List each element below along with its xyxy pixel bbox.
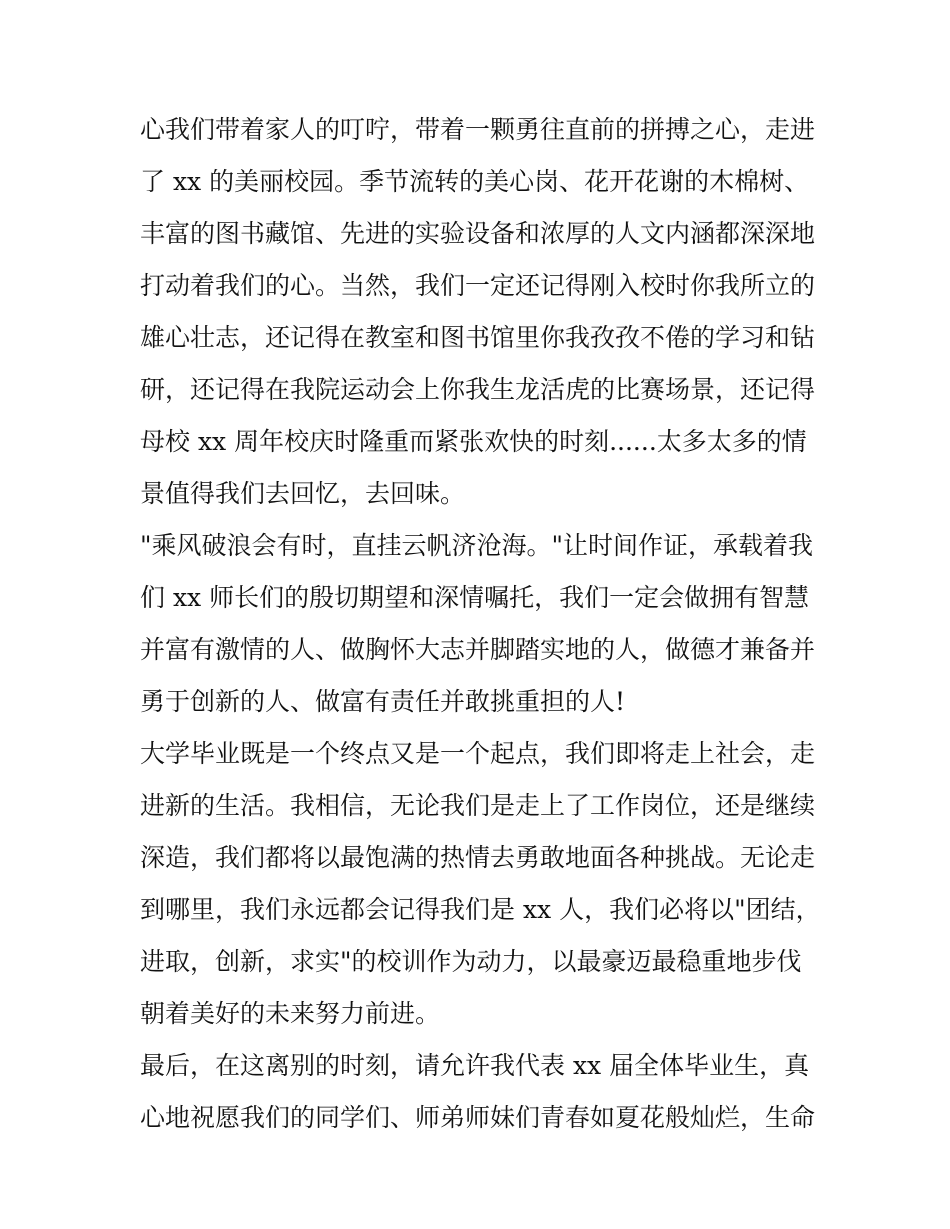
text-line: 深造，我们都将以最饱满的热情去勇敢地面各种挑战。无论走	[140, 843, 816, 872]
text-line: 勇于创新的人、做富有责任并敢挑重担的人!	[140, 687, 626, 716]
paragraph-quote-promise	[140, 520, 816, 728]
paragraph-farewell	[140, 1040, 816, 1144]
text-line: 进取，创新，求实"的校训作为动力，以最豪迈最稳重地步伐	[140, 947, 802, 976]
text-line: 了 xx 的美丽校园。季节流转的美心岗、花开花谢的木棉树、	[140, 167, 810, 196]
text-line: 景值得我们去回忆，去回味。	[140, 479, 466, 508]
text-line: 母校 xx 周年校庆时隆重而紧张欢快的时刻......太多太多的情	[140, 427, 807, 456]
text-line: 打动着我们的心。当然，我们一定还记得刚入校时你我所立的	[140, 271, 816, 300]
text-line: 心地祝愿我们的同学们、师弟师妹们青春如夏花般灿烂，生命	[140, 1103, 816, 1132]
text-line: 朝着美好的未来努力前进。	[140, 999, 441, 1028]
text-line: 大学毕业既是一个终点又是一个起点，我们即将走上社会，走	[140, 739, 816, 768]
body-text	[140, 104, 821, 1144]
text-line: 并富有激情的人、做胸怀大志并脚踏实地的人，做德才兼备并	[140, 635, 816, 664]
text-line: 进新的生活。我相信，无论我们是走上了工作岗位，还是继续	[140, 791, 816, 820]
text-line: 丰富的图书藏馆、先进的实验设备和浓厚的人文内涵都深深地	[140, 219, 816, 248]
text-line: "乘风破浪会有时，直挂云帆济沧海。"让时间作证，承载着我	[140, 531, 814, 560]
text-line: 到哪里，我们永远都会记得我们是 xx 人，我们必将以"团结，	[140, 895, 821, 924]
paragraph-campus-memories	[140, 104, 816, 520]
text-line: 研，还记得在我院运动会上你我生龙活虎的比赛场景，还记得	[140, 375, 816, 404]
paragraph-graduation	[140, 728, 821, 1040]
text-line: 最后，在这离别的时刻，请允许我代表 xx 届全体毕业生，真	[140, 1051, 810, 1080]
text-line: 雄心壮志，还记得在教室和图书馆里你我孜孜不倦的学习和钻	[140, 323, 816, 352]
text-line: 心我们带着家人的叮咛，带着一颗勇往直前的拼搏之心，走进	[140, 115, 816, 144]
text-line: 们 xx 师长们的殷切期望和深情嘱托，我们一定会做拥有智慧	[140, 583, 810, 612]
